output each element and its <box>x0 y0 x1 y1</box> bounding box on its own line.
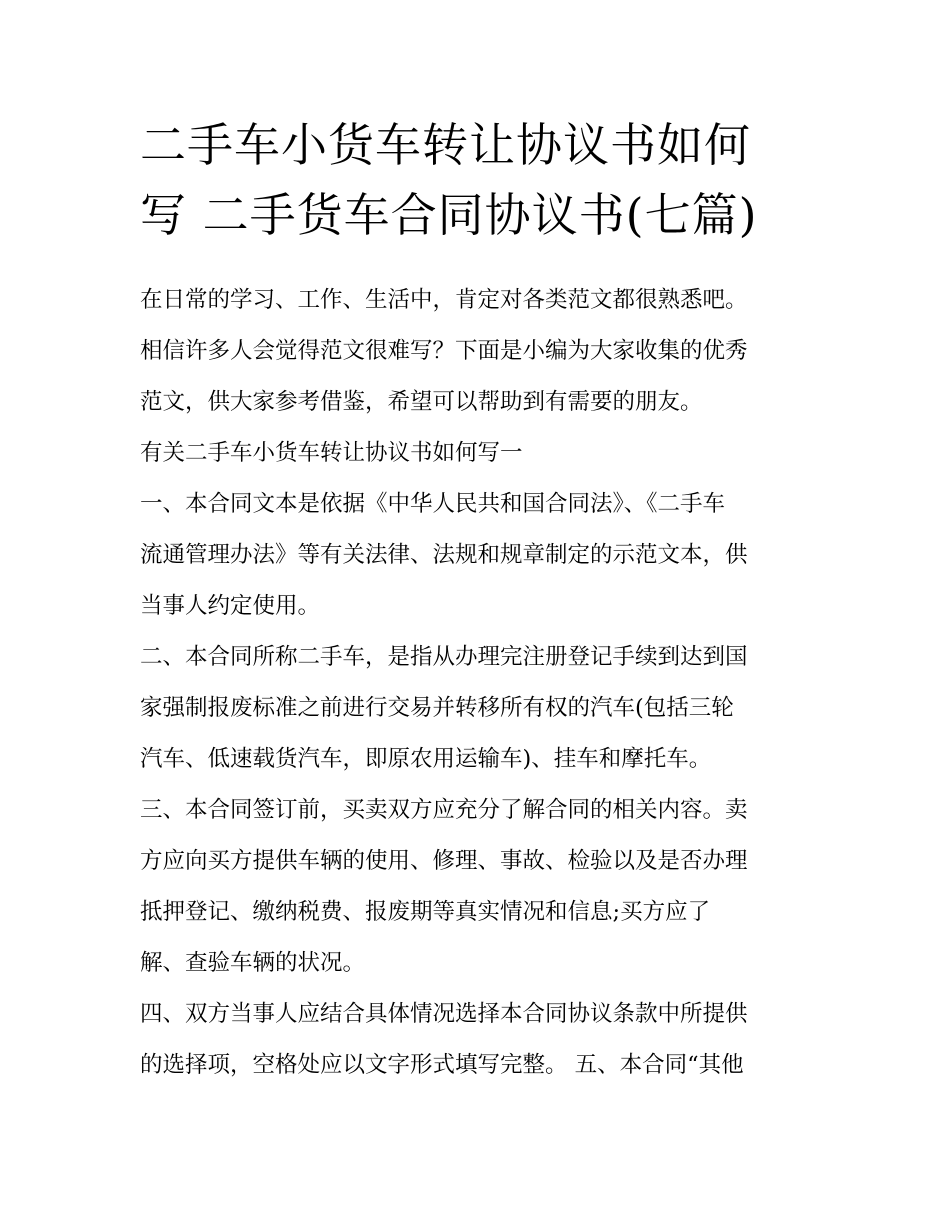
intro-line-3: 范文，供大家参考借鉴，希望可以帮助到有需要的朋友。 <box>140 389 703 415</box>
section-heading: 有关二手车小货车转让协议书如何写一 <box>140 440 523 466</box>
title-line-1: 二手车小货车转让协议书如何 <box>140 118 751 172</box>
clause-1-line-2: 流通管理办法》等有关法律、法规和规章制定的示范文本，供 <box>140 542 748 568</box>
clause-2-line-3: 汽车、低速载货汽车，即原农用运输车)、挂车和摩托车。 <box>140 746 712 772</box>
clause-3-line-3: 抵押登记、缴纳税费、报废期等真实情况和信息;买方应了 <box>140 899 711 925</box>
clause-2-line-2: 家强制报废标准之前进行交易并转移所有权的汽车(包括三轮 <box>140 695 734 721</box>
clause-1-line-1: 一、本合同文本是依据《中华人民共和国合同法》、《二手车 <box>140 491 726 517</box>
document-body <box>140 275 830 1091</box>
clause-4-line-2: 的选择项，空格处应以文字形式填写完整。 五、本合同“其他 <box>140 1052 744 1078</box>
intro-line-2: 相信许多人会觉得范文很难写？下面是小编为大家收集的优秀 <box>140 338 748 364</box>
clause-1-line-3: 当事人约定使用。 <box>140 593 321 619</box>
clause-3-line-2: 方应向买方提供车辆的使用、修理、事故、检验以及是否办理 <box>140 848 748 874</box>
clause-2-line-1: 二、本合同所称二手车，是指从办理完注册登记手续到达到国 <box>140 644 748 670</box>
clause-3-line-1: 三、本合同签订前，买卖双方应充分了解合同的相关内容。卖 <box>140 797 748 823</box>
clause-3-line-4: 解、查验车辆的状况。 <box>140 950 366 976</box>
document-title <box>140 110 840 250</box>
intro-line-1: 在日常的学习、工作、生活中，肯定对各类范文都很熟悉吧。 <box>140 287 748 313</box>
title-line-2: 写 二手货车合同协议书(七篇) <box>140 188 758 242</box>
clause-4-line-1: 四、双方当事人应结合具体情况选择本合同协议条款中所提供 <box>140 1001 748 1027</box>
